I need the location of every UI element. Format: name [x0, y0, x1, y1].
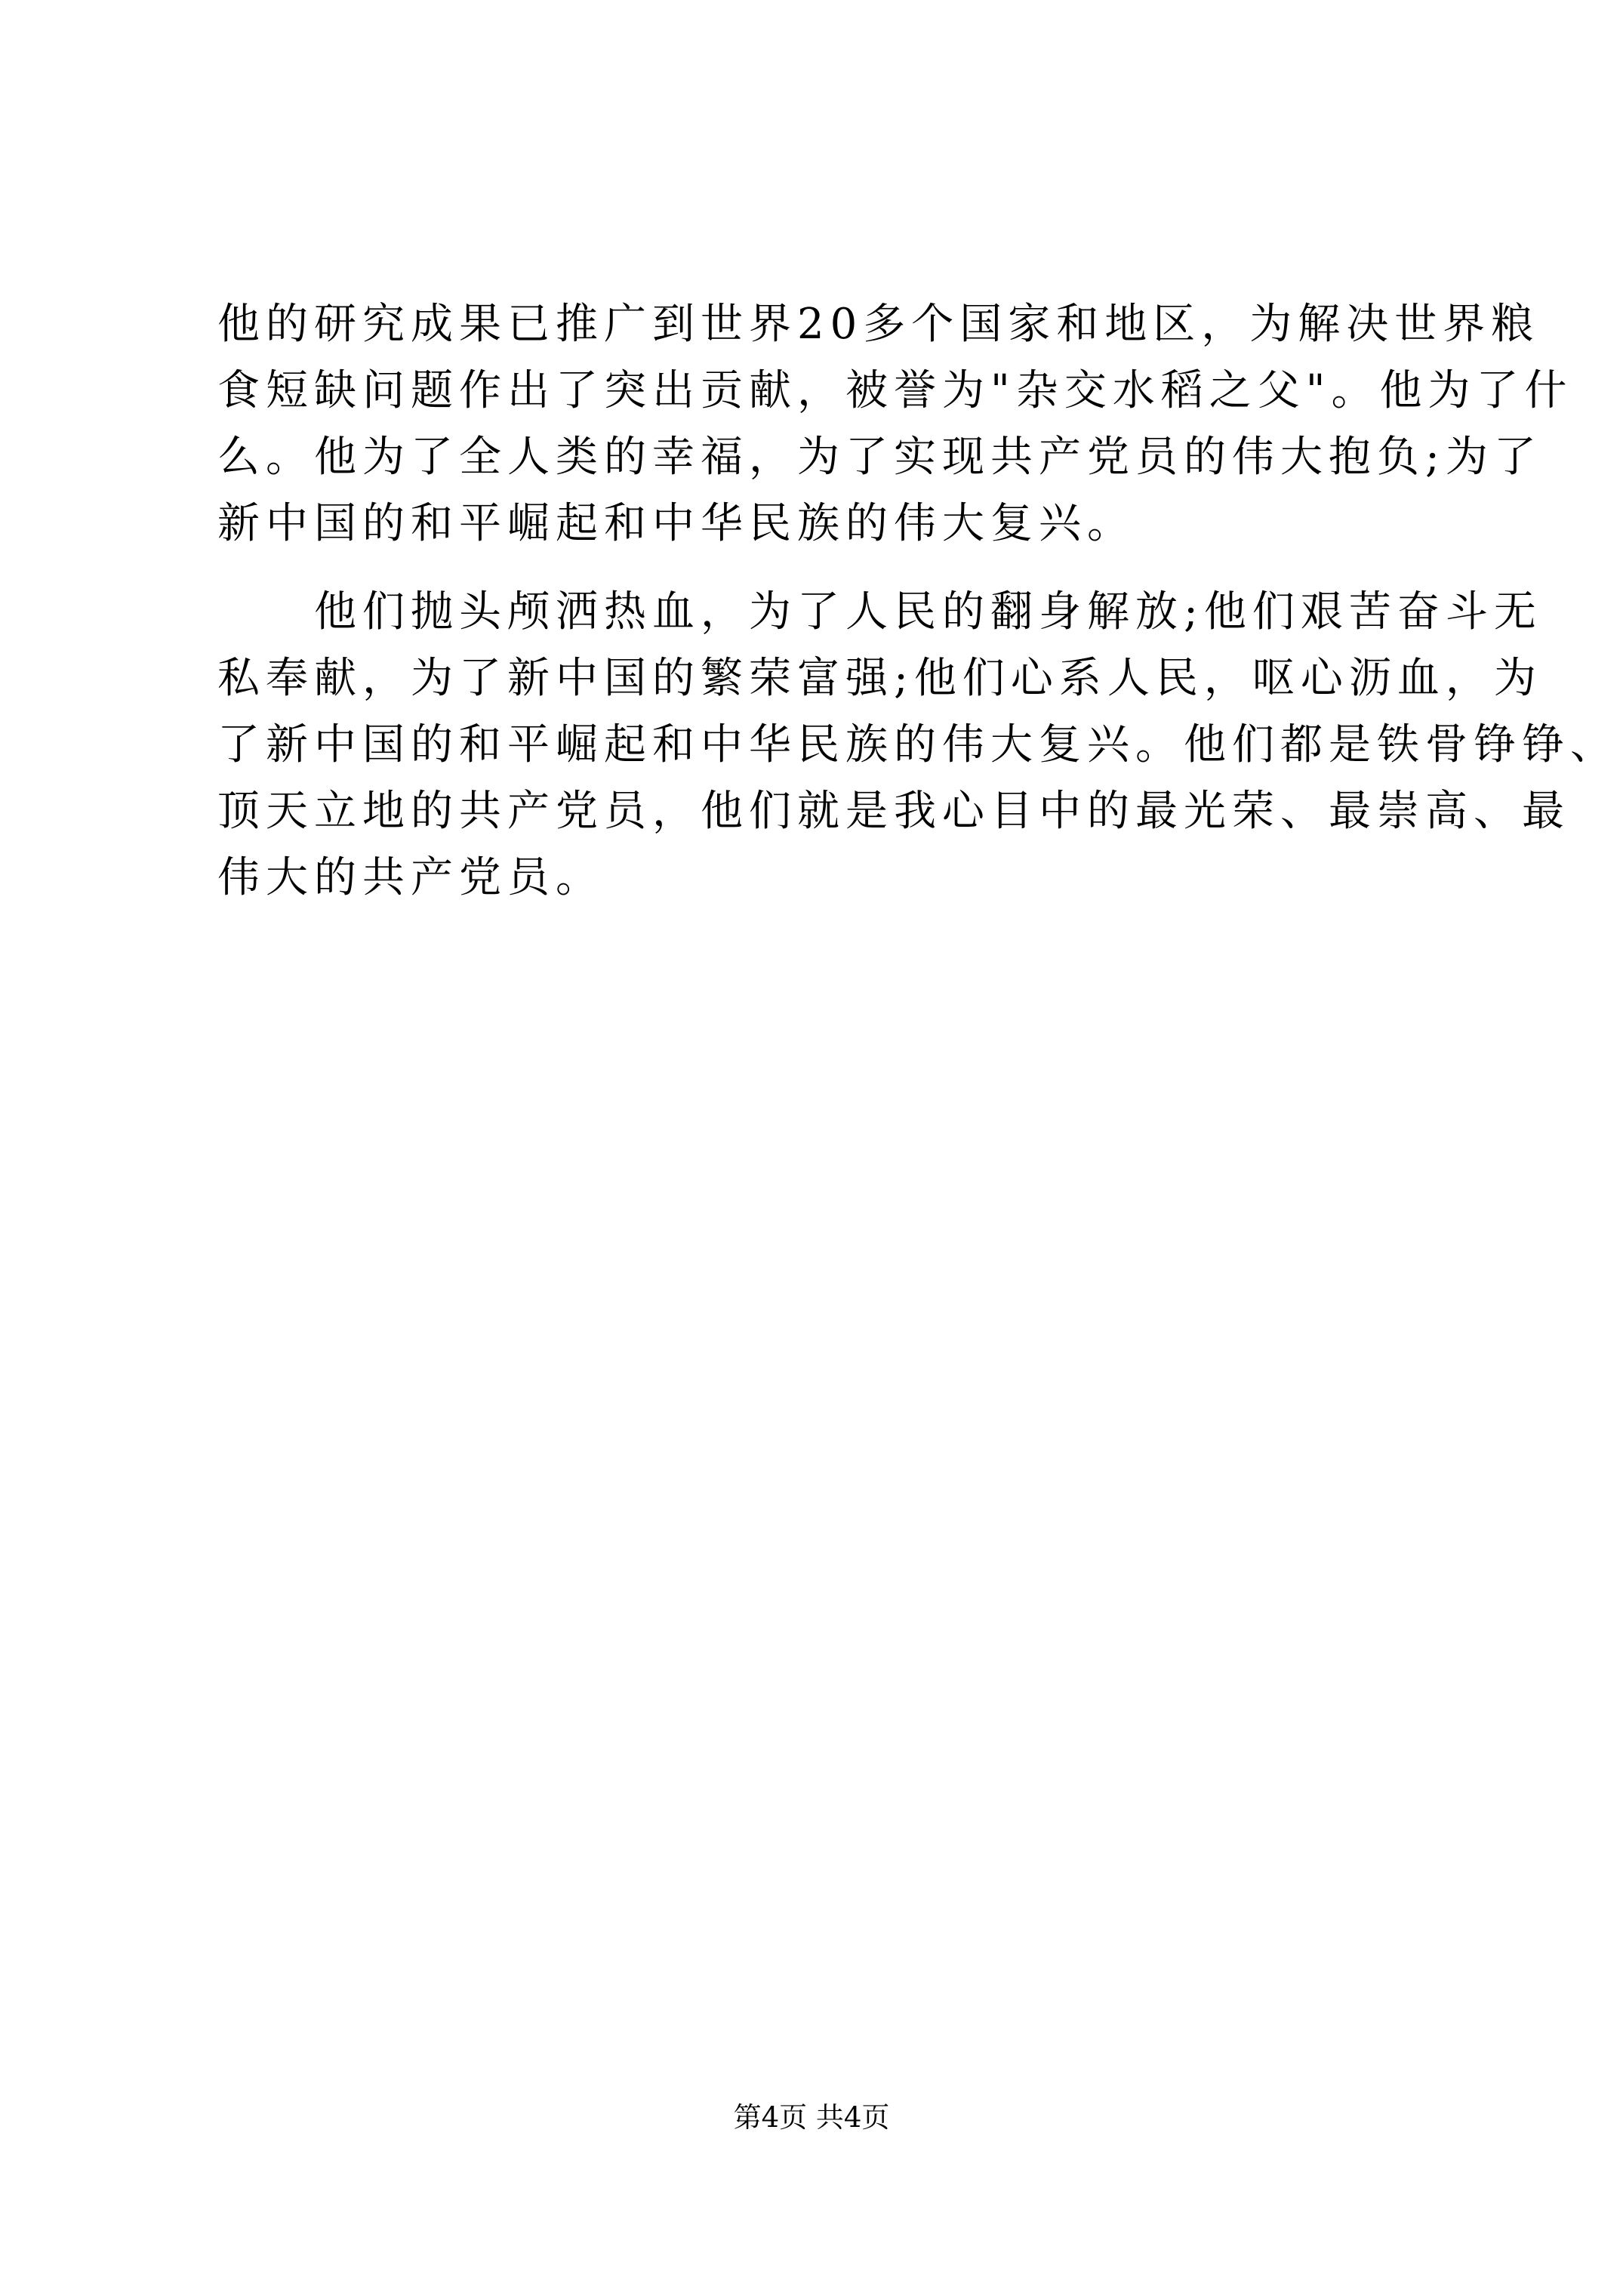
paragraph-line: 伟大的共产党员。	[217, 853, 604, 902]
paragraph-line: 顶天立地的共产党员，他们就是我心目中的最光荣、最崇高、最	[217, 787, 1570, 836]
paragraph-line: 么。他为了全人类的幸福，为了实现共产党员的伟大抱负;为了	[217, 433, 1542, 482]
paragraph-line: 私奉献，为了新中国的繁荣富强;他们心系人民，呕心沥血，为	[217, 654, 1542, 703]
paragraph-line: 他们抛头颅洒热血，为了人民的翻身解放;他们艰苦奋斗无	[217, 587, 1542, 636]
page-footer: 第4页 共4页	[733, 2101, 890, 2134]
paragraph-2	[217, 579, 1618, 911]
paragraph-spacing	[217, 557, 1410, 579]
paragraph-line: 食短缺问题作出了突出贡献，被誉为"杂交水稻之父"。他为了什	[217, 366, 1573, 415]
document-body	[217, 291, 1618, 911]
paragraph-line: 新中国的和平崛起和中华民族的伟大复兴。	[217, 499, 1135, 548]
paragraph-line: 了新中国的和平崛起和中华民族的伟大复兴。他们都是铁骨铮铮、	[217, 720, 1618, 769]
paragraph-line: 他的研究成果已推广到世界20多个国家和地区，为解决世界粮	[217, 300, 1540, 349]
paragraph-1	[217, 291, 1573, 557]
